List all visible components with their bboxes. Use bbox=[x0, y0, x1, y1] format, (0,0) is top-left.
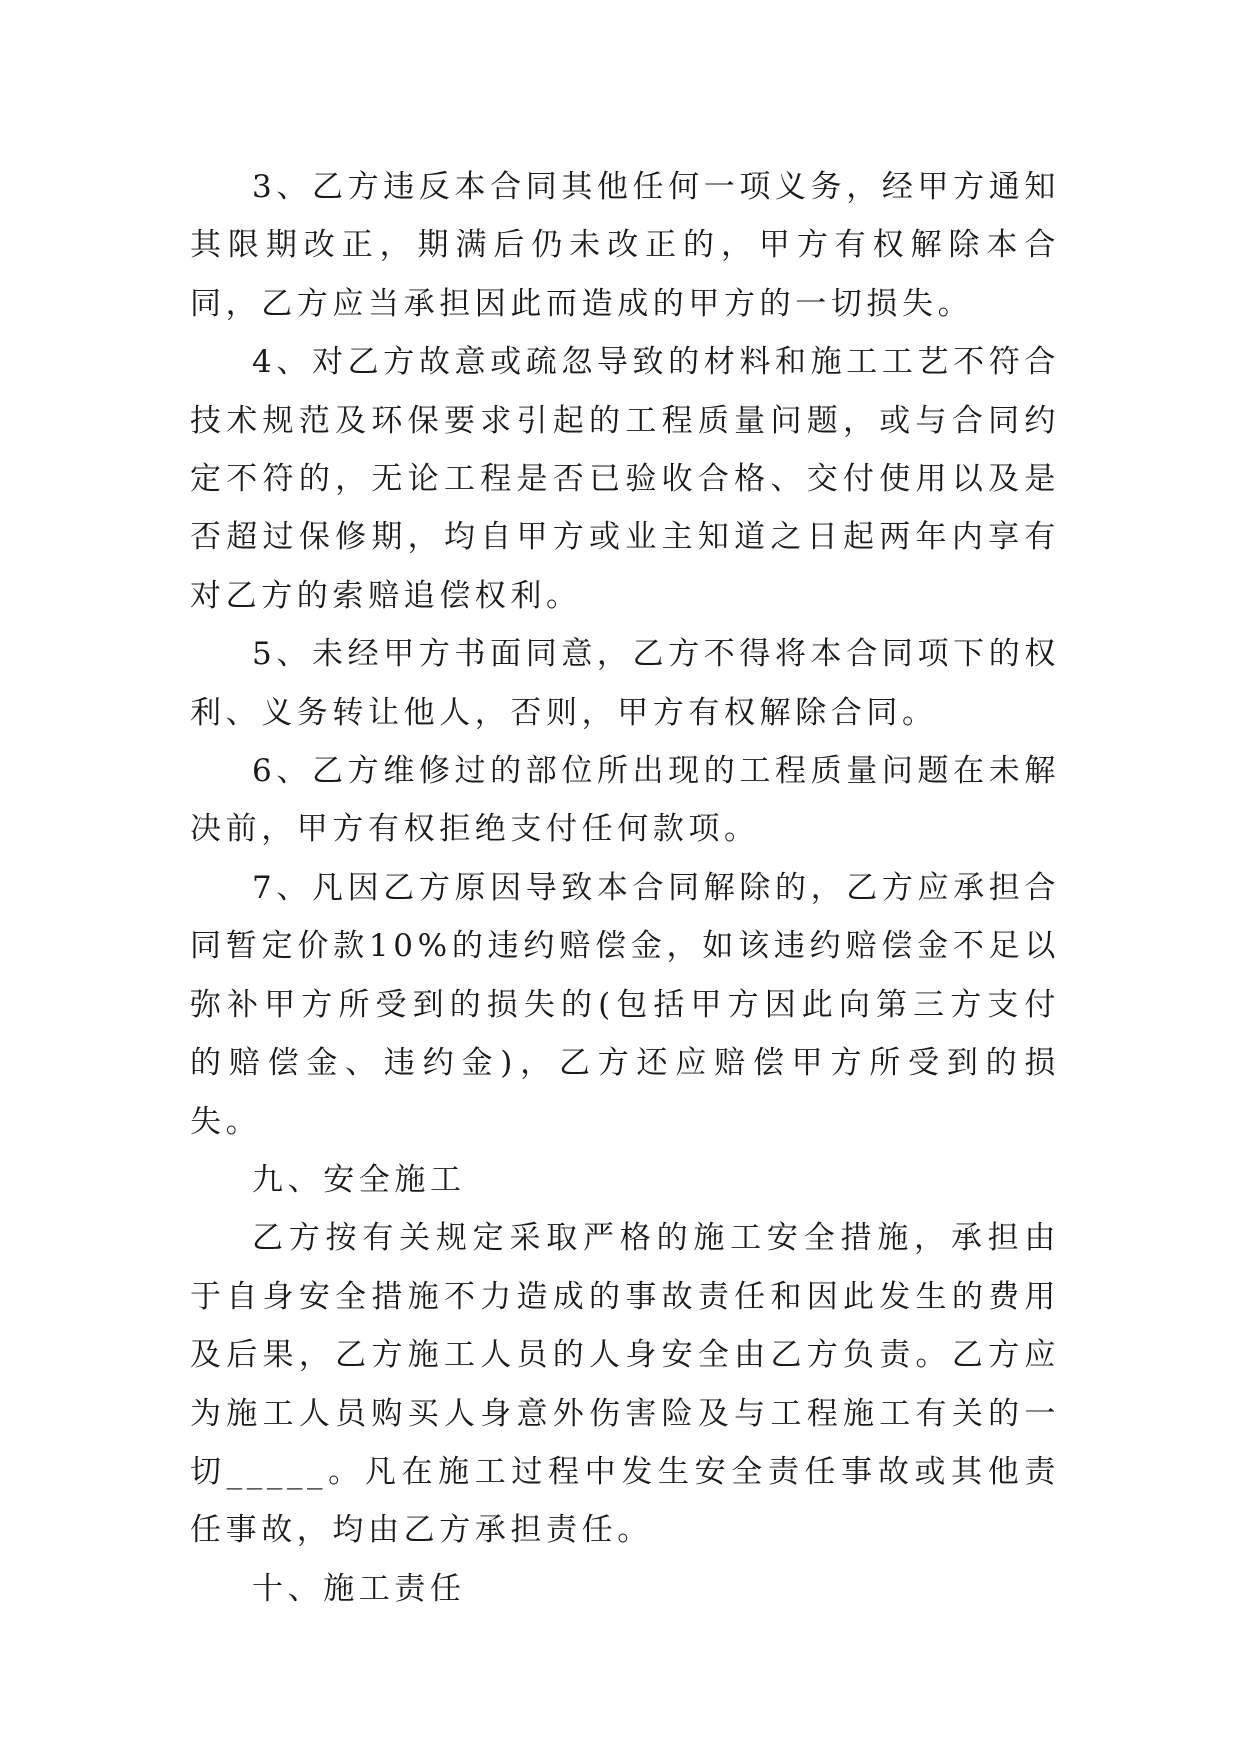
section-9-heading: 九、安全施工 bbox=[252, 1161, 466, 1198]
clause-7-paragraph: 7、凡因乙方原因导致本合同解除的，乙方应承担合同暂定价款10%的违约赔偿金，如该违约赔偿金不足以弥补甲方所受到的损失的(包括甲方因此向第三方支付的赔偿金、违约金)，乙方还应赔偿甲方所受到的损失。 bbox=[190, 869, 1060, 1140]
safety-paragraph: 乙方按有关规定采取严格的施工安全措施，承担由于自身安全措施不力造成的事故责任和因此发生的费用及后果，乙方施工人员的人身安全由乙方负责。乙方应为施工人员购买人身意外伤害险及与工程施工有关的一切_____。凡在施工过程中发生安全责任事故或其他责任事故，均由乙方承担责任。 bbox=[190, 1220, 1060, 1549]
clause-3-paragraph: 3、乙方违反本合同其他任何一项义务，经甲方通知其限期改正，期满后仍未改正的，甲方有权解除本合同，乙方应当承担因此而造成的甲方的一切损失。 bbox=[190, 169, 1060, 322]
clause-4-paragraph: 4、对乙方故意或疏忽导致的材料和施工工艺不符合技术规范及环保要求引起的工程质量问题，或与合同约定不符的，无论工程是否已验收合格、交付使用以及是否超过保修期，均自甲方或业主知道之日起两年内享有对乙方的索赔追偿权利。 bbox=[190, 344, 1060, 614]
clause-5-paragraph: 5、未经甲方书面同意，乙方不得将本合同项下的权利、义务转让他人，否则，甲方有权解除合同。 bbox=[190, 636, 1060, 731]
section-10-heading: 十、施工责任 bbox=[252, 1570, 466, 1607]
clause-6-paragraph: 6、乙方维修过的部位所出现的工程质量问题在未解决前，甲方有权拒绝支付任何款项。 bbox=[190, 753, 1060, 848]
document-body bbox=[190, 158, 1060, 1618]
